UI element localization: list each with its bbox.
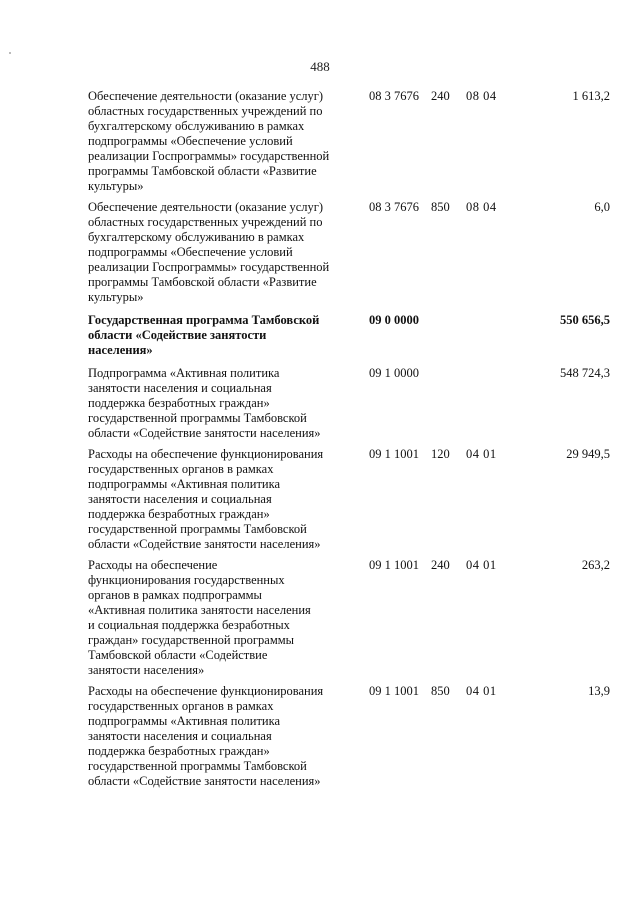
description-line: Тамбовской области «Содействие	[88, 648, 268, 662]
row-description	[88, 200, 350, 305]
description-line: государственной программы Тамбовской	[88, 411, 307, 425]
description-line: государственной программы Тамбовской	[88, 759, 307, 773]
description-line: граждан» государственной программы	[88, 633, 295, 647]
description-line: реализации Госпрограммы» государственной	[88, 260, 330, 274]
section-code: 04 01	[466, 684, 497, 698]
description-line: поддержка безработных граждан»	[88, 744, 270, 758]
description-line: органов в рамках подпрограммы	[88, 588, 262, 602]
target-article-code: 09 1 1001	[369, 447, 419, 461]
description-line: области «Содействие занятости населения»	[88, 537, 321, 551]
description-line: Государственная программа Тамбовской	[88, 313, 320, 327]
table-row	[88, 89, 610, 194]
description-line: Расходы на обеспечение функционирования	[88, 684, 324, 698]
section-code: 04 01	[466, 558, 497, 572]
description-line: областных государственных учреждений по	[88, 104, 323, 118]
description-line: Расходы на обеспечение функционирования	[88, 447, 324, 461]
amount: 1 613,2	[572, 89, 610, 103]
description-line: населения»	[88, 343, 153, 357]
description-line: подпрограммы «Активная политика	[88, 714, 281, 728]
description-line: Подпрограмма «Активная политика	[88, 366, 280, 380]
description-line: государственных органов в рамках	[88, 699, 274, 713]
table-row	[88, 684, 610, 789]
description-line: бухгалтерскому обслуживанию в рамках	[88, 230, 305, 244]
target-article-code: 09 1 0000	[369, 366, 419, 380]
description-line: культуры»	[88, 179, 144, 193]
description-line: занятости населения и социальная	[88, 381, 272, 395]
amount: 13,9	[588, 684, 610, 698]
amount: 6,0	[594, 200, 610, 214]
description-line: области «Содействие занятости населения»	[88, 774, 321, 788]
description-line: подпрограммы «Активная политика	[88, 477, 281, 491]
description-line: подпрограммы «Обеспечение условий	[88, 134, 293, 148]
description-line: и социальная поддержка безработных	[88, 618, 290, 632]
budget-table	[88, 89, 610, 789]
row-description	[88, 558, 350, 678]
description-line: реализации Госпрограммы» государственной	[88, 149, 330, 163]
description-line: занятости населения и социальная	[88, 729, 272, 743]
section-code: 04 01	[466, 447, 497, 461]
description-line: поддержка безработных граждан»	[88, 396, 270, 410]
amount: 263,2	[581, 558, 610, 572]
row-description	[88, 447, 350, 552]
description-line: подпрограммы «Обеспечение условий	[88, 245, 293, 259]
table-row	[88, 366, 610, 441]
row-description	[88, 684, 350, 789]
expense-type-code: 120	[431, 447, 450, 461]
amount: 550 656,5	[560, 313, 610, 327]
description-line: программы Тамбовской области «Развитие	[88, 164, 317, 178]
description-line: функционирования государственных	[88, 573, 285, 587]
expense-type-code: 240	[431, 558, 450, 572]
amount: 29 949,5	[566, 447, 610, 461]
row-description	[88, 366, 350, 441]
expense-type-code: 850	[431, 684, 450, 698]
table-row	[88, 447, 610, 552]
section-code: 08 04	[466, 89, 497, 103]
description-line: Обеспечение деятельности (оказание услуг)	[88, 89, 324, 103]
description-line: культуры»	[88, 290, 144, 304]
scan-speck	[9, 52, 11, 54]
table-row	[88, 558, 610, 678]
table-row	[88, 313, 610, 358]
target-article-code: 09 0 0000	[369, 313, 419, 327]
description-line: Расходы на обеспечение	[88, 558, 218, 572]
row-description	[88, 313, 350, 358]
description-line: занятости населения и социальная	[88, 492, 272, 506]
row-description	[88, 89, 350, 194]
description-line: государственных органов в рамках	[88, 462, 274, 476]
description-line: занятости населения»	[88, 663, 205, 677]
description-line: государственной программы Тамбовской	[88, 522, 307, 536]
description-line: области «Содействие занятости	[88, 328, 267, 342]
page-number: 488	[310, 59, 330, 74]
expense-type-code: 240	[431, 89, 450, 103]
target-article-code: 08 3 7676	[369, 200, 419, 214]
description-line: «Активная политика занятости населения	[88, 603, 311, 617]
description-line: поддержка безработных граждан»	[88, 507, 270, 521]
description-line: бухгалтерскому обслуживанию в рамках	[88, 119, 305, 133]
amount: 548 724,3	[560, 366, 610, 380]
description-line: Обеспечение деятельности (оказание услуг)	[88, 200, 324, 214]
table-row	[88, 200, 610, 305]
expense-type-code: 850	[431, 200, 450, 214]
description-line: областных государственных учреждений по	[88, 215, 323, 229]
description-line: программы Тамбовской области «Развитие	[88, 275, 317, 289]
description-line: области «Содействие занятости населения»	[88, 426, 321, 440]
target-article-code: 09 1 1001	[369, 684, 419, 698]
section-code: 08 04	[466, 200, 497, 214]
target-article-code: 08 3 7676	[369, 89, 419, 103]
target-article-code: 09 1 1001	[369, 558, 419, 572]
